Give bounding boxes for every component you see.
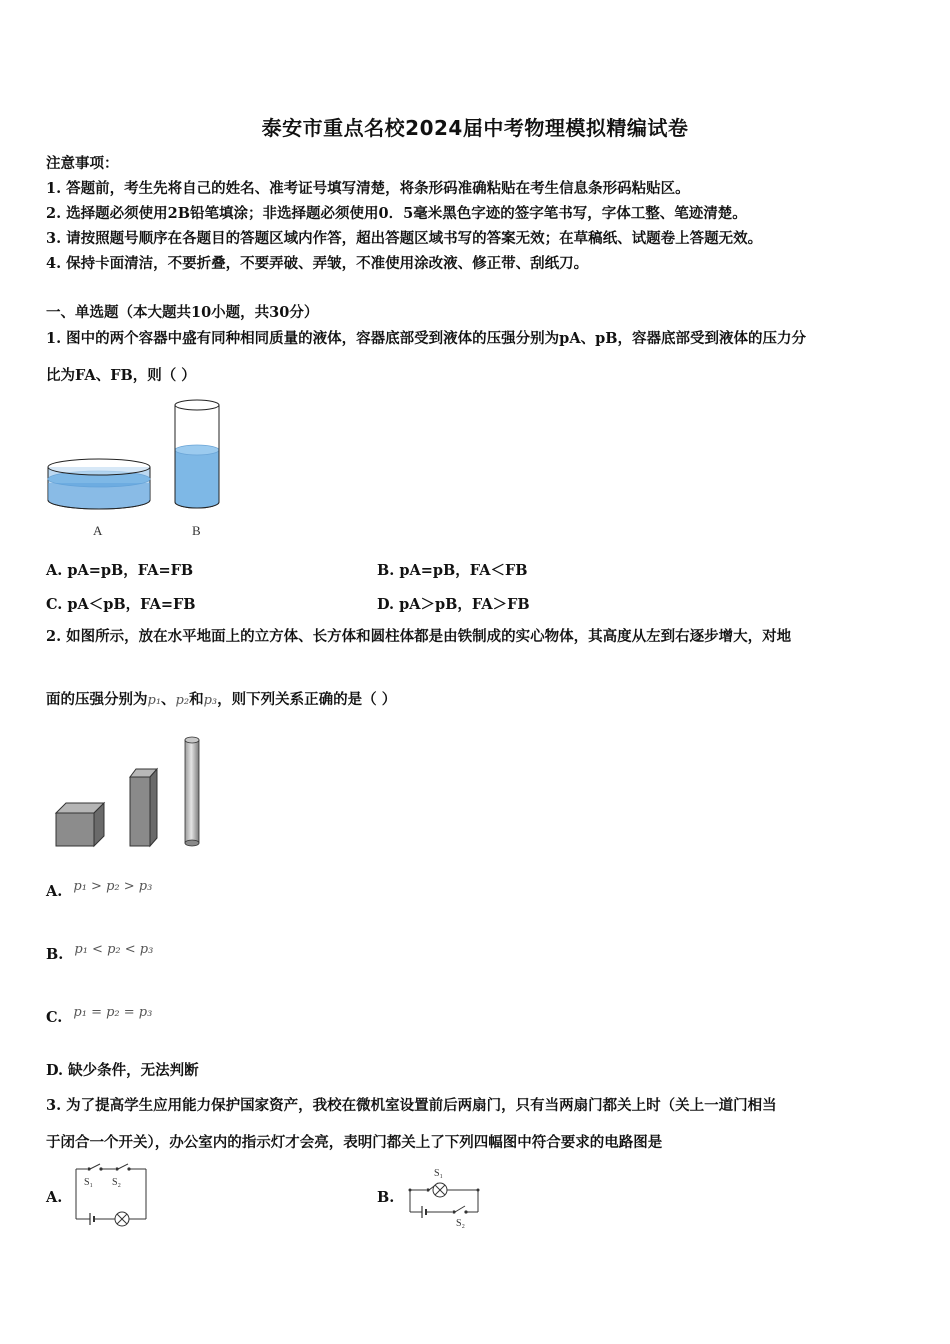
- q1-option-c[interactable]: C. pA＜pB，FA=FB: [46, 596, 196, 613]
- q3-stem-line2: 于闭合一个开关），办公室内的指示灯才会亮，表明门都关上了下列四幅图中符合要求的电路图是: [46, 1134, 663, 1151]
- notice-item-1: 1. 答题前，考生先将自己的姓名、准考证号填写清楚，将条形码准确粘贴在考生信息条形码粘贴区。: [46, 180, 690, 197]
- q3a-s2-label: S₂: [112, 1177, 122, 1188]
- q1-option-b[interactable]: B. pA=pB，FA＜FB: [377, 562, 528, 579]
- q2-p2: p₂: [175, 693, 190, 708]
- q2-stem-prefix: 面的压强分别为: [46, 691, 148, 708]
- q1-option-d[interactable]: D. pA＞pB，FA＞FB: [377, 596, 530, 613]
- q2-option-d[interactable]: D. 缺少条件，无法判断: [46, 1062, 199, 1079]
- q3b-s1-label: S₁: [434, 1168, 444, 1179]
- q1-stem-line1: 1. 图中的两个容器中盛有同种相同质量的液体，容器底部受到液体的压强分别为pA、pB，容器底部受到液体的压力分: [46, 330, 806, 347]
- q1-option-a[interactable]: A. pA=pB，FA=FB: [46, 562, 194, 579]
- notice-heading: 注意事项：: [46, 155, 119, 172]
- q3-option-b[interactable]: B.: [377, 1189, 395, 1206]
- q1-fig-label-a: A: [93, 523, 103, 538]
- q2-option-c[interactable]: [46, 1005, 153, 1026]
- q3a-s1-label: S₁: [84, 1177, 94, 1188]
- q2-p3: p₃: [203, 693, 218, 708]
- q2-sep1: 、: [161, 691, 176, 708]
- container-b: [175, 400, 219, 508]
- q2-stem-line1: 2. 如图所示，放在水平地面上的立方体、长方体和圆柱体都是由铁制成的实心物体，其高度从左到右逐步增大，对地: [46, 628, 792, 645]
- q2-option-a-expr: p₁ > p₂ > p₃: [73, 879, 153, 894]
- q2-sep2: 和: [189, 691, 204, 708]
- page-title: 泰安市重点名校2024届中考物理模拟精编试卷: [261, 116, 689, 140]
- cube: [56, 803, 104, 846]
- q1-containers-figure: [40, 395, 240, 545]
- q3-circuit-a: [70, 1163, 150, 1228]
- q1-fig-label-b: B: [192, 523, 201, 538]
- q2-p1: p₁: [147, 693, 162, 708]
- q2-solids-figure: [50, 733, 210, 853]
- q1-stem-line2: 比为FA、FB，则（ ）: [46, 367, 196, 384]
- notice-item-4: 4. 保持卡面清洁，不要折叠，不要弄破、弄皱，不准使用涂改液、修正带、刮纸刀。: [46, 255, 589, 272]
- q3-stem-line1: 3. 为了提高学生应用能力保护国家资产，我校在微机室设置前后两扇门，只有当两扇门都关上时（关上一道门相当: [46, 1097, 777, 1114]
- q2-stem-line2: [46, 688, 396, 709]
- q2-stem-suffix: ，则下列关系正确的是（ ）: [217, 691, 397, 708]
- section-heading: 一、单选题（本大题共10小题，共30分）: [46, 304, 319, 321]
- q3b-s2-label: S₂: [456, 1218, 466, 1229]
- q3-circuit-b: [402, 1162, 484, 1234]
- q2-option-a-label: A.: [46, 883, 63, 900]
- q2-option-a[interactable]: [46, 879, 153, 900]
- q2-option-c-label: C.: [46, 1009, 63, 1026]
- q2-option-b-label: B.: [46, 946, 64, 963]
- q2-option-b-expr: p₁ < p₂ < p₃: [74, 942, 154, 957]
- notice-item-2: 2. 选择题必须使用2B铅笔填涂；非选择题必须使用0．5毫米黑色字迹的签字笔书写，字体工整、笔迹清楚。: [46, 205, 747, 222]
- q3-option-a[interactable]: A.: [46, 1189, 63, 1206]
- q2-option-b[interactable]: [46, 942, 154, 963]
- cylinder: [185, 737, 199, 846]
- container-a: [48, 459, 150, 509]
- cuboid: [130, 769, 157, 846]
- q2-option-c-expr: p₁ = p₂ = p₃: [73, 1005, 153, 1020]
- notice-item-3: 3. 请按照题号顺序在各题目的答题区域内作答，超出答题区域书写的答案无效；在草稿纸、试题卷上答题无效。: [46, 230, 763, 247]
